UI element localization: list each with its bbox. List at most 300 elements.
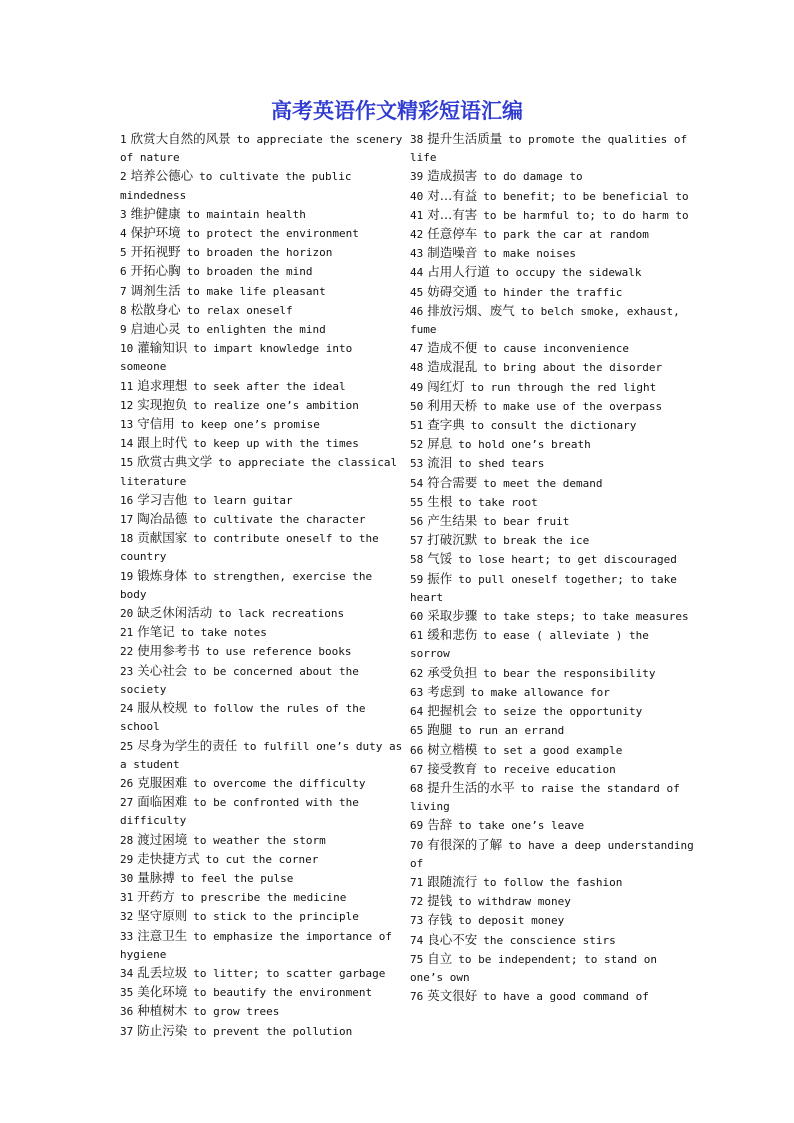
phrase-number: 64 (410, 705, 424, 719)
phrase-english: to set a good example (483, 743, 623, 757)
phrase-chinese: 开拓心胸 (130, 263, 181, 279)
phrase-number: 11 (120, 379, 134, 393)
phrase-number: 76 (410, 990, 424, 1004)
phrase-entry (410, 664, 694, 683)
phrase-number: 50 (410, 399, 424, 413)
phrase-english: to strengthen, exercise the body (120, 569, 373, 601)
phrase-chinese: 灌输知识 (137, 340, 188, 356)
phrase-english: to bring about the disorder (483, 361, 663, 375)
phrase-entry (410, 339, 694, 358)
phrase-english: to pull oneself together; to take heart (410, 572, 677, 604)
phrase-english: to seek after the ideal (193, 379, 346, 393)
phrase-chinese: 提升生活的水平 (427, 779, 515, 795)
phrase-chinese: 学习吉他 (137, 491, 188, 507)
phrase-number: 3 (120, 207, 127, 221)
phrase-entry (410, 435, 694, 454)
phrase-number: 71 (410, 875, 424, 889)
phrase-chinese: 松散身心 (130, 301, 181, 317)
phrase-number: 10 (120, 342, 134, 356)
phrase-entry (120, 850, 404, 869)
phrase-english: to lack recreations (218, 607, 345, 621)
phrase-number: 69 (410, 819, 424, 833)
phrase-entry (410, 493, 694, 512)
phrase-chinese: 接受教育 (427, 760, 478, 776)
phrase-chinese: 良心不安 (427, 931, 478, 947)
phrase-english: to litter; to scatter garbage (193, 966, 386, 980)
phrase-entry (120, 510, 404, 529)
phrase-english: to withdraw money (458, 895, 571, 909)
phrase-number: 58 (410, 553, 424, 567)
phrase-english: to bear the responsibility (483, 666, 656, 680)
phrase-english: to appreciate the classical literature (120, 456, 398, 488)
phrase-english: to fulfill one’s duty as a student (120, 739, 403, 771)
phrase-chinese: 自立 (427, 950, 453, 966)
phrase-english: to cause inconvenience (483, 342, 629, 356)
phrase-number: 6 (120, 265, 127, 279)
phrase-entry (120, 983, 404, 1002)
phrase-chinese: 注意卫生 (137, 927, 188, 943)
phrase-english: to grow trees (193, 1005, 280, 1019)
phrase-chinese: 闯红灯 (427, 378, 465, 394)
phrase-number: 8 (120, 303, 127, 317)
phrase-english: to contribute oneself to the country (120, 532, 379, 564)
phrase-english: to do damage to (483, 170, 583, 184)
phrase-entry (410, 987, 694, 1006)
phrase-chinese: 调剂生活 (130, 282, 181, 298)
phrase-number: 40 (410, 189, 424, 203)
phrase-english: to beautify the environment (193, 986, 373, 1000)
phrase-chinese: 渡过困境 (137, 831, 188, 847)
phrase-entry (410, 206, 694, 225)
page-title: 高考英语作文精彩短语汇编 (271, 99, 523, 123)
phrase-english: to meet the demand (483, 476, 603, 490)
phrase-entry (120, 205, 404, 224)
phrase-entry (120, 869, 404, 888)
phrase-entry (120, 396, 404, 415)
phrase-entry (120, 339, 404, 376)
phrase-entry (120, 737, 404, 774)
phrase-number: 46 (410, 304, 424, 318)
phrase-chinese: 对…有害 (427, 206, 478, 222)
phrase-number: 47 (410, 342, 424, 356)
phrase-chinese: 排放污烟、废气 (427, 302, 515, 318)
phrase-chinese: 实现抱负 (137, 396, 188, 412)
phrase-entry (410, 683, 694, 702)
phrase-chinese: 保护环境 (130, 225, 181, 241)
phrase-number: 36 (120, 1005, 134, 1019)
phrase-entry (120, 130, 404, 167)
phrase-entry (410, 950, 694, 987)
phrase-number: 66 (410, 743, 424, 757)
phrase-entry (410, 244, 694, 263)
phrase-number: 14 (120, 437, 134, 451)
phrase-entry (120, 1002, 404, 1021)
phrase-chinese: 屏息 (427, 436, 453, 452)
phrase-english: to broaden the horizon (186, 246, 333, 260)
phrase-chinese: 量脉搏 (137, 869, 175, 885)
phrase-chinese: 坚守原则 (137, 908, 188, 924)
phrase-entry (120, 793, 404, 830)
phrase-chinese: 作笔记 (137, 624, 175, 640)
phrase-chinese: 使用参考书 (137, 643, 200, 659)
phrase-chinese: 流泪 (427, 455, 453, 471)
phrase-entry (120, 167, 404, 204)
phrase-entry (410, 225, 694, 244)
phrase-chinese: 造成不便 (427, 340, 478, 356)
phrase-english: to belch smoke, exhaust, fume (410, 304, 680, 337)
phrase-english: to enlighten the mind (186, 323, 326, 337)
phrase-number: 13 (120, 418, 134, 432)
phrase-number: 70 (410, 838, 424, 852)
phrase-english: to hold one’s breath (458, 438, 591, 452)
phrase-chinese: 乱丢垃圾 (137, 964, 188, 980)
phrase-english: to benefit; to be beneficial to (483, 189, 689, 203)
phrase-number: 63 (410, 685, 424, 699)
phrase-chinese: 英文很好 (427, 988, 478, 1004)
phrase-chinese: 追求理想 (137, 377, 188, 393)
phrase-entry (410, 779, 694, 816)
phrase-entry (410, 397, 694, 416)
phrase-chinese: 任意停车 (427, 226, 478, 242)
phrase-english: to appreciate the scenery of nature (120, 133, 403, 165)
phrase-chinese: 妨碍交通 (427, 283, 478, 299)
phrase-entry (120, 888, 404, 907)
phrase-chinese: 造成混乱 (427, 359, 478, 375)
phrase-chinese: 有很深的了解 (427, 836, 503, 852)
phrase-english: to hinder the traffic (483, 285, 623, 299)
phrase-english: to take root (458, 495, 538, 509)
phrase-entry (410, 626, 694, 663)
phrase-number: 45 (410, 285, 424, 299)
phrase-chinese: 告辞 (427, 817, 453, 833)
phrase-english: to make life pleasant (186, 284, 326, 298)
phrase-entry (120, 415, 404, 434)
phrase-english: to park the car at random (483, 228, 649, 242)
phrase-english: to prevent the pollution (193, 1024, 353, 1038)
phrase-english: to feel the pulse (180, 871, 294, 885)
phrase-english: to cut the corner (205, 852, 319, 866)
phrase-entry (410, 873, 694, 892)
phrase-number: 1 (120, 133, 127, 146)
phrase-english: to bear fruit (483, 515, 570, 529)
phrase-english: to deposit money (458, 914, 565, 928)
phrase-chinese: 制造噪音 (427, 245, 478, 261)
phrase-number: 42 (410, 228, 424, 242)
phrase-entry (410, 741, 694, 760)
phrase-entry (120, 567, 404, 604)
phrase-number: 4 (120, 227, 127, 241)
phrase-number: 75 (410, 952, 424, 966)
phrase-english: to keep up with the times (193, 437, 359, 451)
phrase-chinese: 守信用 (137, 416, 175, 432)
phrase-chinese: 维护健康 (130, 205, 181, 221)
phrase-chinese: 克服困难 (137, 774, 188, 790)
phrase-english: to receive education (483, 762, 616, 776)
phrase-english: to prescribe the medicine (180, 891, 347, 905)
phrase-number: 7 (120, 284, 127, 298)
phrase-english: to protect the environment (186, 227, 359, 241)
phrase-english: to have a good command of (483, 990, 649, 1004)
phrase-number: 33 (120, 929, 134, 943)
phrase-entry (410, 474, 694, 493)
phrase-entry (410, 702, 694, 721)
phrase-english: to shed tears (458, 457, 545, 471)
phrase-english: to realize one’s ambition (193, 398, 359, 412)
phrase-number: 28 (120, 833, 134, 847)
phrase-entry (120, 964, 404, 983)
phrase-number: 18 (120, 532, 134, 546)
phrase-chinese: 跟随流行 (427, 873, 478, 889)
phrase-english: to broaden the mind (186, 265, 313, 279)
phrase-entry (410, 892, 694, 911)
phrase-english: to consult the dictionary (470, 419, 637, 433)
phrase-chinese: 锻炼身体 (137, 567, 188, 583)
phrase-chinese: 欣赏大自然的风景 (130, 131, 231, 146)
phrase-number: 72 (410, 895, 424, 909)
phrase-english: to break the ice (483, 534, 590, 548)
phrase-entry (410, 130, 694, 167)
phrase-chinese: 提升生活质量 (427, 131, 503, 146)
phrase-chinese: 利用天桥 (427, 397, 478, 413)
phrase-chinese: 种植树木 (137, 1003, 188, 1019)
phrase-number: 23 (120, 664, 134, 678)
phrase-english: to have a deep understanding of (410, 838, 694, 870)
phrase-number: 24 (120, 702, 134, 716)
phrase-number: 9 (120, 323, 127, 337)
phrase-entry (410, 416, 694, 435)
phrase-chinese: 把握机会 (427, 703, 478, 719)
phrase-english: to occupy the sidewalk (495, 266, 642, 280)
phrase-chinese: 培养公德心 (130, 168, 194, 184)
phrase-entry (120, 282, 404, 301)
phrase-chinese: 振作 (427, 570, 453, 586)
phrase-number: 59 (410, 572, 424, 586)
phrase-entry (120, 642, 404, 661)
phrase-number: 57 (410, 534, 424, 548)
phrase-number: 39 (410, 170, 424, 184)
phrase-entry (410, 911, 694, 930)
phrase-chinese: 尽身为学生的责任 (137, 737, 238, 753)
phrase-english: to take steps; to take measures (483, 610, 689, 624)
phrase-entry (410, 263, 694, 282)
phrase-chinese: 承受负担 (427, 664, 478, 680)
phrase-number: 37 (120, 1024, 134, 1038)
phrase-chinese: 造成损害 (427, 168, 478, 184)
phrase-entry (410, 283, 694, 302)
phrase-chinese: 考虑到 (427, 683, 465, 699)
phrase-column-right (410, 130, 694, 1006)
phrase-english: to be concerned about the society (120, 664, 359, 696)
phrase-english: to run an errand (458, 724, 565, 738)
phrase-number: 41 (410, 208, 424, 222)
phrase-entry (410, 721, 694, 740)
phrase-english: to run through the red light (470, 380, 657, 394)
phrase-chinese: 符合需要 (427, 474, 478, 490)
phrase-english: the conscience stirs (483, 933, 616, 947)
phrase-number: 12 (120, 398, 134, 412)
phrase-entry (120, 301, 404, 320)
phrase-number: 65 (410, 724, 424, 738)
phrase-chinese: 提钱 (427, 893, 453, 909)
phrase-number: 34 (120, 966, 134, 980)
phrase-number: 2 (120, 170, 127, 184)
phrase-chinese: 启迪心灵 (130, 321, 181, 337)
phrase-number: 21 (120, 626, 134, 640)
phrase-number: 27 (120, 796, 134, 810)
phrase-number: 55 (410, 495, 424, 509)
phrase-chinese: 生根 (427, 493, 453, 509)
phrase-chinese: 面临困难 (137, 794, 188, 810)
phrase-number: 60 (410, 610, 424, 624)
phrase-english: to make allowance for (470, 685, 610, 699)
phrase-english: to stick to the principle (193, 910, 359, 924)
phrase-chinese: 树立楷模 (427, 741, 478, 757)
phrase-entry (120, 927, 404, 964)
phrase-number: 51 (410, 419, 424, 433)
phrase-english: to ease ( alleviate ) the sorrow (410, 629, 649, 661)
phrase-english: to seize the opportunity (483, 705, 643, 719)
phrase-chinese: 走快捷方式 (137, 850, 200, 866)
phrase-chinese: 气馁 (427, 551, 453, 567)
phrase-entry (410, 187, 694, 206)
phrase-entry (410, 550, 694, 569)
phrase-number: 43 (410, 247, 424, 261)
phrase-entry (410, 760, 694, 779)
phrase-number: 61 (410, 629, 424, 643)
phrase-column-left (120, 130, 404, 1041)
phrase-chinese: 陶冶品德 (137, 511, 188, 527)
phrase-english: to make noises (483, 247, 576, 261)
phrase-entry (120, 623, 404, 642)
phrase-number: 17 (120, 513, 134, 527)
phrase-number: 26 (120, 776, 134, 790)
phrase-english: to use reference books (205, 645, 352, 659)
phrase-number: 62 (410, 666, 424, 680)
phrase-chinese: 跟上时代 (137, 435, 188, 451)
phrase-number: 25 (120, 739, 134, 753)
phrase-entry (120, 453, 404, 490)
phrase-entry (410, 816, 694, 835)
phrase-entry (410, 570, 694, 607)
phrase-entry (120, 774, 404, 793)
phrase-number: 19 (120, 569, 134, 583)
phrase-entry (120, 377, 404, 396)
phrase-entry (120, 1022, 404, 1041)
phrase-chinese: 缺乏休闲活动 (137, 605, 213, 621)
phrase-number: 30 (120, 871, 134, 885)
phrase-chinese: 占用人行道 (427, 264, 490, 280)
phrase-entry (120, 243, 404, 262)
phrase-entry (410, 931, 694, 950)
phrase-number: 22 (120, 645, 134, 659)
phrase-number: 54 (410, 476, 424, 490)
phrase-english: to be independent; to stand on one’s own (410, 952, 657, 984)
phrase-english: to overcome the difficulty (193, 776, 366, 790)
phrase-entry (410, 836, 694, 873)
phrase-number: 31 (120, 891, 134, 905)
phrase-number: 74 (410, 933, 424, 947)
phrase-entry (410, 512, 694, 531)
phrase-entry (410, 302, 694, 339)
phrase-number: 53 (410, 457, 424, 471)
phrase-number: 67 (410, 762, 424, 776)
phrase-number: 35 (120, 986, 134, 1000)
phrase-number: 68 (410, 781, 424, 795)
phrase-english: to promote the qualities of life (410, 133, 688, 165)
phrase-chinese: 存钱 (427, 912, 453, 928)
phrase-number: 38 (410, 133, 424, 146)
phrase-entry (120, 831, 404, 850)
phrase-number: 49 (410, 380, 424, 394)
phrase-english: to maintain health (186, 207, 306, 221)
phrase-entry (410, 531, 694, 550)
phrase-chinese: 开药方 (137, 889, 175, 905)
phrase-english: to be confronted with the difficulty (120, 796, 359, 828)
phrase-english: to impart knowledge into someone (120, 342, 353, 374)
phrase-number: 44 (410, 266, 424, 280)
phrase-english: to cultivate the public mindedness (120, 170, 352, 202)
phrase-english: to follow the fashion (483, 875, 623, 889)
phrase-chinese: 对…有益 (427, 187, 478, 203)
phrase-chinese: 服从校规 (137, 700, 188, 716)
phrase-entry (120, 529, 404, 566)
phrase-entry (410, 358, 694, 377)
phrase-entry (410, 454, 694, 473)
phrase-english: to make use of the overpass (483, 399, 663, 413)
phrase-english: to cultivate the character (193, 513, 366, 527)
phrase-english: to weather the storm (193, 833, 326, 847)
phrase-entry (410, 167, 694, 186)
phrase-number: 32 (120, 910, 134, 924)
phrase-english: to raise the standard of living (410, 781, 680, 814)
phrase-number: 29 (120, 852, 134, 866)
phrase-chinese: 欣赏古典文学 (137, 454, 213, 470)
phrase-number: 56 (410, 515, 424, 529)
phrase-chinese: 跑腿 (427, 722, 453, 738)
phrase-entry (410, 378, 694, 397)
phrase-entry (120, 262, 404, 281)
phrase-english: to relax oneself (186, 303, 293, 317)
phrase-english: to emphasize the importance of hygiene (120, 929, 392, 961)
phrase-english: to take notes (180, 626, 267, 640)
phrase-entry (120, 224, 404, 243)
phrase-number: 5 (120, 246, 127, 260)
phrase-entry (120, 491, 404, 510)
phrase-chinese: 开拓视野 (130, 244, 181, 260)
phrase-chinese: 美化环境 (137, 984, 188, 1000)
phrase-entry (120, 907, 404, 926)
phrase-english: to lose heart; to get discouraged (458, 553, 677, 567)
phrase-english: to take one’s leave (458, 819, 585, 833)
phrase-english: to be harmful to; to do harm to (483, 208, 689, 222)
phrase-chinese: 缓和悲伤 (427, 627, 478, 643)
phrase-english: to learn guitar (193, 493, 293, 507)
phrase-entry (120, 320, 404, 339)
phrase-number: 20 (120, 607, 134, 621)
phrase-entry (120, 604, 404, 623)
phrase-chinese: 采取步骤 (427, 608, 478, 624)
phrase-chinese: 查字典 (427, 417, 465, 433)
phrase-number: 73 (410, 914, 424, 928)
phrase-entry (120, 662, 404, 699)
phrase-number: 52 (410, 438, 424, 452)
phrase-number: 15 (120, 456, 134, 470)
phrase-chinese: 防止污染 (137, 1022, 188, 1038)
phrase-chinese: 关心社会 (137, 662, 188, 678)
phrase-entry (120, 699, 404, 736)
phrase-english: to keep one’s promise (180, 418, 320, 432)
phrase-chinese: 打破沉默 (427, 532, 478, 548)
